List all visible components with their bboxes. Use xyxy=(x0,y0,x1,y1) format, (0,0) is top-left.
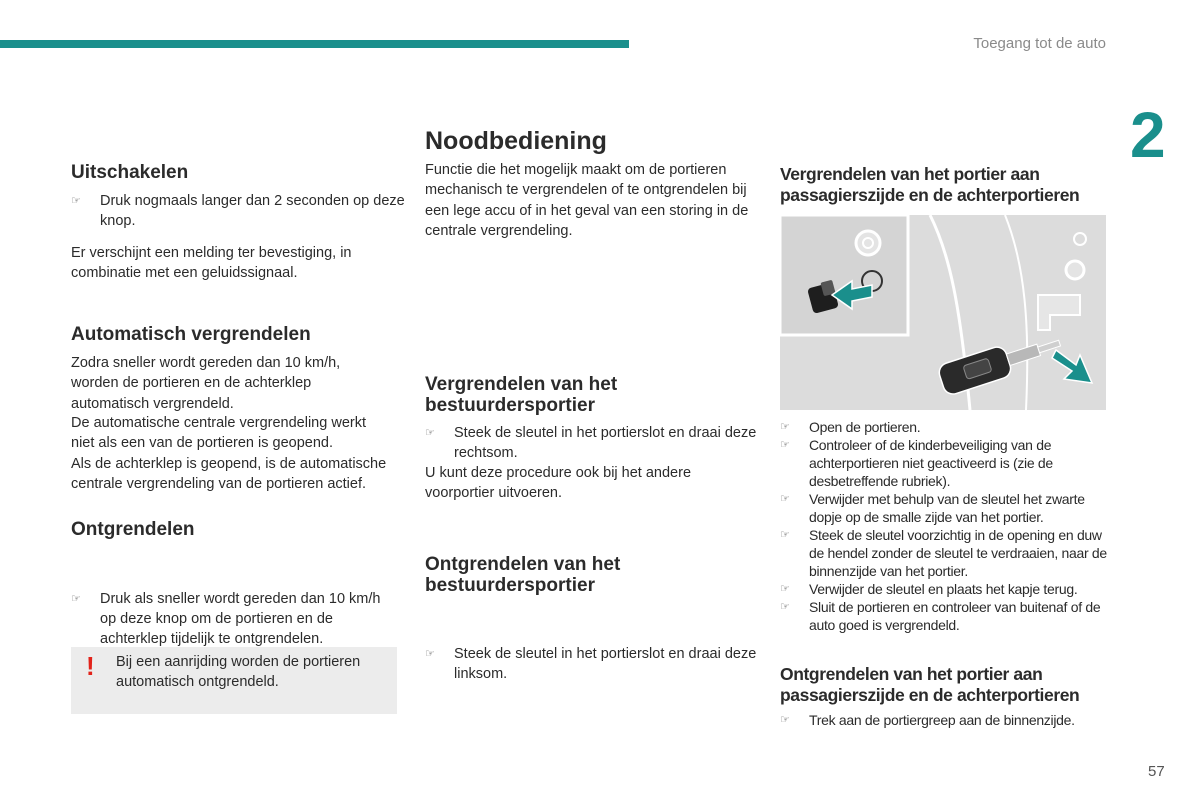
pointing-hand-icon: ☞ xyxy=(780,583,790,595)
list-item: ☞ Druk nogmaals langer dan 2 seconden op deze knop. xyxy=(71,193,405,230)
list-item: ☞ Controleer of de kinderbeveiliging van de achterportieren niet geactiveerd is (zie de desbetreffende rubriek). xyxy=(780,437,1053,489)
list-item: ☞ Open de portieren. xyxy=(780,419,921,435)
heading-vergrendelen-bestuurdersportier: Vergrendelen van het bestuurdersportier xyxy=(425,374,618,416)
heading-vergrendelen-passagierszijde: Vergrendelen van het portier aan passagierszijde en de achterportieren xyxy=(780,164,1080,205)
warning-text: Bij een aanrijding worden de portieren automatisch ontgrendeld. xyxy=(116,654,361,691)
chapter-number: 2 xyxy=(1130,99,1166,171)
list-item: ☞ Verwijder de sleutel en plaats het kapje terug. xyxy=(780,581,1078,597)
list-item: ☞ Sluit de portieren en controleer van buitenaf of de auto goed is vergrendeld. xyxy=(780,599,1101,633)
pointing-hand-icon: ☞ xyxy=(425,647,435,660)
instruction-list xyxy=(780,418,1110,634)
pointing-hand-icon: ☞ xyxy=(780,601,790,613)
list-item: ☞ Trek aan de portiergreep aan de binnenzijde. xyxy=(780,710,1109,731)
paragraph: Zodra sneller wordt gereden dan 10 km/h, worden de portieren en de achterklep automatisch vergrendeld. xyxy=(71,355,341,412)
pointing-hand-icon: ☞ xyxy=(780,714,790,726)
left-column xyxy=(71,0,405,648)
warning-icon: ! xyxy=(86,651,95,681)
list-item: ☞ Druk als sneller wordt gereden dan 10 km/h op deze knop om de portieren en de achterklep tijdelijk te ontgrendelen. xyxy=(71,590,381,648)
list-item: ☞ Steek de sleutel voorzichtig in de opening en duw de hendel zonder de sleutel te verdraaien, naar de binnenzijde van het portier. xyxy=(780,527,1107,579)
warning-box xyxy=(71,647,397,714)
heading-uitschakelen: Uitschakelen xyxy=(71,162,189,183)
list-item: ☞ Verwijder met behulp van de sleutel het zwarte dopje op de smalle zijde van het portier. xyxy=(780,491,1085,525)
door-lock-illustration-svg xyxy=(780,215,1106,410)
paragraph: De automatische centrale vergrendeling werkt niet als een van de portieren is geopend. xyxy=(71,415,366,452)
section-title: Toegang tot de auto xyxy=(973,35,1106,52)
page-title: Noodbediening xyxy=(425,127,607,155)
list-item: ☞ Steek de sleutel in het portierslot en draai deze linksom. xyxy=(425,645,757,682)
heading-ontgrendelen-passagierszijde: Ontgrendelen van het portier aan passagierszijde en de achterportieren xyxy=(780,664,1080,705)
paragraph: Er verschijnt een melding ter bevestiging, in combinatie met een geluidssignaal. xyxy=(71,245,352,282)
pointing-hand-icon: ☞ xyxy=(780,493,790,505)
intro-paragraph: Functie die het mogelijk maakt om de portieren mechanisch te vergrendelen of te ontgrendelen bij een lege accu of in het geval van een storing in de centrale vergrendeling. xyxy=(425,162,749,239)
heading-automatisch-vergrendelen: Automatisch vergrendelen xyxy=(71,324,311,345)
pointing-hand-icon: ☞ xyxy=(71,592,81,605)
pointing-hand-icon: ☞ xyxy=(425,427,435,439)
pointing-hand-icon: ☞ xyxy=(780,421,790,433)
pointing-hand-icon: ☞ xyxy=(780,439,790,451)
list-item: ☞ Steek de sleutel in het portierslot en draai deze rechtsom. xyxy=(425,425,757,462)
paragraph: Als de achterklep is geopend, is de automatische centrale vergrendeling van de portieren actief. xyxy=(71,456,387,493)
pointing-hand-icon: ☞ xyxy=(71,195,81,207)
paragraph: U kunt deze procedure ook bij het andere voorportier uitvoeren. xyxy=(425,465,692,502)
middle-column xyxy=(425,0,757,682)
page-number: 57 xyxy=(1148,763,1165,780)
heading-ontgrendelen: Ontgrendelen xyxy=(71,519,195,540)
pointing-hand-icon: ☞ xyxy=(780,529,790,541)
heading-ontgrendelen-bestuurdersportier: Ontgrendelen van het bestuurdersportier xyxy=(425,554,621,596)
door-lock-key-illustration xyxy=(780,215,1106,410)
